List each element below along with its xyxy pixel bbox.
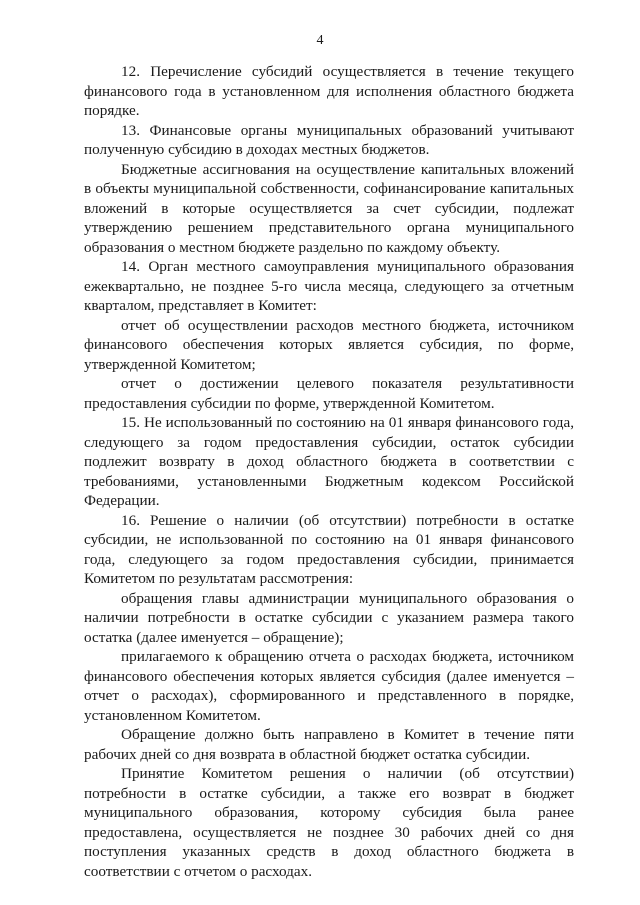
paragraph-12: 12. Перечисление субсидий осуществляется в течение текущего финансового года в установленном для исполнения областного бюджета порядке. <box>84 63 574 119</box>
paragraph-committee-decision: Принятие Комитетом решения о наличии (об отсутствии) потребности в остатке субсидии, а также его возврат в бюджет муниципального образования, которому субсидия была ранее предоставлена, осуществляется не позднее 30 рабочих дней со дня поступления указанных средств в доход областного бюджета в соответствии с отчетом о расходах. <box>84 765 574 880</box>
paragraph-capital-investments: Бюджетные ассигнования на осуществление капитальных вложений в объекты муниципальной собственности, софинансирование капитальных вложений в которые осуществляется за счет субсидии, подлежат утверждению решением представительного органа муниципального образования о местном бюджете раздельно по каждому объекту. <box>84 160 574 256</box>
list-item-head-appeal: обращения главы администрации муниципального образования о наличии потребности в остатке субсидии с указанием размера такого остатка (далее именуется – обращение); <box>84 589 574 646</box>
paragraph-16: 16. Решение о наличии (об отсутствии) потребности в остатке субсидии, не использованной по состоянию на 01 января финансового года, следующего за годом предоставления субсидии, принимается Комитетом по результатам рассмотрения: <box>84 511 574 587</box>
list-item-target-indicator-report: отчет о достижении целевого показателя результативности предоставления субсидии по форме, утвержденной Комитетом. <box>84 375 574 412</box>
page-number: 4 <box>316 33 324 48</box>
paragraph-13: 13. Финансовые органы муниципальных образований учитывают полученную субсидию в доходах местных бюджетов. <box>84 121 574 158</box>
paragraph-15: 15. Не использованный по состоянию на 01 января финансового года, следующего за годом предоставления субсидии, остаток субсидии подлежит возврату в доход областного бюджета в соответствии с требованиями, установленными Бюджетным кодексом Российской Федерации. <box>84 414 574 509</box>
list-item-expense-report: отчет об осуществлении расходов местного бюджета, источником финансового обеспечения которых является субсидия, по форме, утвержденной Комитетом; <box>84 316 574 373</box>
paragraph-appeal-deadline: Обращение должно быть направлено в Комитет в течение пяти рабочих дней со дня возврата в областной бюджет остатка субсидии. <box>84 726 574 763</box>
paragraph-14: 14. Орган местного самоуправления муниципального образования ежеквартально, не позднее 5-го числа месяца, следующего за отчетным кварталом, представляет в Комитет: <box>84 258 574 314</box>
list-item-attached-report: прилагаемого к обращению отчета о расходах бюджета, источником финансового обеспечения которых является субсидия (далее именуется – отчет о расходах), сформированного и представленного в порядке, установленном Комитетом. <box>84 648 574 724</box>
document-body <box>84 62 574 881</box>
